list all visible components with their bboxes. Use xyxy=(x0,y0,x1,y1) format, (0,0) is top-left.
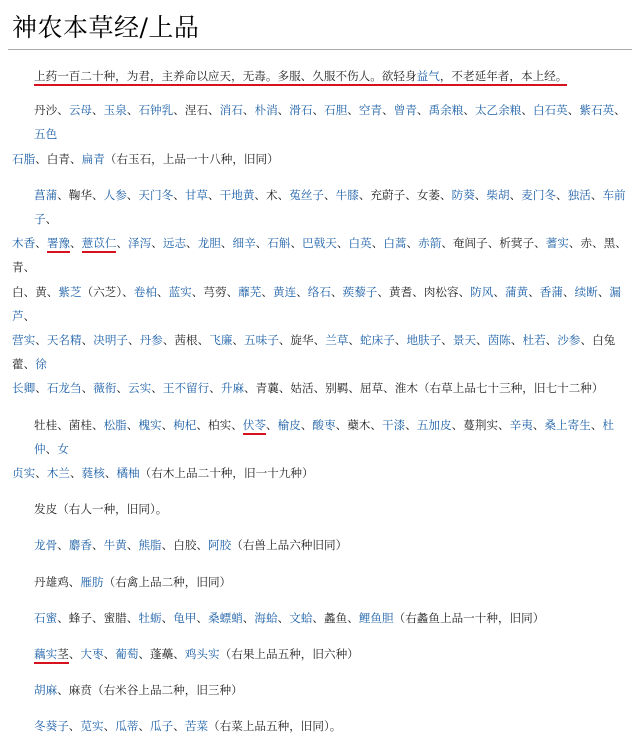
herb-link[interactable]: 木香 xyxy=(12,236,36,251)
plain-text: 、充蔚子、女萎、 xyxy=(358,187,452,202)
plain-text: 、 xyxy=(614,103,626,118)
text-line xyxy=(12,376,634,400)
herb-link[interactable]: 菖蒲 xyxy=(34,187,58,202)
plain-text: 、 xyxy=(597,284,610,299)
plain-text: 丹雄鸡 xyxy=(34,574,69,589)
plain-text: （右兽上品六种旧同） xyxy=(231,538,348,553)
herb-link[interactable]: 茵陈 xyxy=(487,333,511,348)
herb-link[interactable]: 蘼芜 xyxy=(238,284,262,299)
herb-link[interactable]: 柴胡 xyxy=(486,187,510,202)
herb-link[interactable]: 独活 xyxy=(567,187,591,202)
herb-link[interactable]: 瓜子 xyxy=(150,719,174,734)
plain-text: 、 xyxy=(474,187,487,202)
herb-link[interactable]: 牛黄 xyxy=(103,538,127,553)
herb-link[interactable]: 龙胆 xyxy=(197,236,221,251)
herb-link[interactable]: 人参 xyxy=(103,187,127,202)
herb-link[interactable]: 雁肪 xyxy=(80,574,104,589)
herb-link[interactable]: 杜若 xyxy=(522,333,546,348)
intro-text-part1: 上药一百二十种，为君，主养命以应天，无毒。多服、久服不伤人。欲轻身 xyxy=(34,69,417,83)
herb-link[interactable]: 黄连 xyxy=(272,284,297,299)
plain-text: 、 xyxy=(208,103,220,118)
intro-underlined-sentence xyxy=(34,69,567,86)
plain-text: 、麻贲（右米谷上品二种，旧三种） xyxy=(57,683,243,698)
herb-link[interactable]: 贞实 xyxy=(12,466,36,481)
herb-paragraph xyxy=(34,606,634,630)
herb-link[interactable]: 甘草 xyxy=(184,187,209,202)
plain-text: 、 xyxy=(476,333,488,348)
plain-text: 、蔓荆实、 xyxy=(451,417,510,432)
plain-text: 、蜂子、蜜腊、 xyxy=(57,610,139,625)
herb-link[interactable]: 卷柏 xyxy=(133,284,157,299)
plain-text: 、白青、 xyxy=(35,151,82,166)
herb-link[interactable]: 薏苡仁 xyxy=(82,236,117,253)
plain-text: 、 xyxy=(521,103,533,118)
plain-text: （六芝）、 xyxy=(81,284,134,299)
plain-text: 、 xyxy=(81,333,94,348)
herb-link[interactable]: 辛夷 xyxy=(509,417,533,432)
plain-text: 、 xyxy=(126,103,139,118)
plain-text: 、 xyxy=(563,284,575,299)
herb-link[interactable]: 苦菜 xyxy=(184,719,209,734)
plain-text: 、 xyxy=(590,187,603,202)
plain-text: 、 xyxy=(126,538,139,553)
plain-text: 、 xyxy=(57,538,69,553)
herb-link[interactable]: 橘柚 xyxy=(116,466,140,481)
plain-text: 、 xyxy=(394,333,407,348)
plain-text: 、 xyxy=(336,236,349,251)
plain-text: 、 xyxy=(186,236,198,251)
plain-text: 、 xyxy=(68,647,81,662)
herb-link[interactable]: 防葵 xyxy=(451,187,475,202)
plain-text: 、 xyxy=(261,284,273,299)
herb-link[interactable]: 王不留行 xyxy=(162,381,210,396)
herb-link[interactable]: 玉泉 xyxy=(103,103,127,118)
text-line xyxy=(34,678,634,702)
herb-link[interactable]: 景天 xyxy=(452,333,477,348)
herb-link[interactable]: 朴消 xyxy=(254,103,278,118)
plain-text: 、 xyxy=(23,308,36,323)
plain-text: 、 xyxy=(70,466,82,481)
text-line xyxy=(34,714,634,738)
text-line xyxy=(34,98,634,146)
herb-link[interactable]: 决明子 xyxy=(93,333,129,348)
herb-link[interactable]: 空青 xyxy=(358,103,383,118)
herb-link[interactable]: 巴戟天 xyxy=(302,236,337,251)
intro-paragraph xyxy=(34,64,634,88)
plain-text: 、 xyxy=(209,381,221,396)
herb-link[interactable]: 细辛 xyxy=(232,236,256,251)
plain-text: 、 xyxy=(347,103,359,118)
plain-text: 、 xyxy=(290,236,303,251)
herb-link[interactable]: 云母 xyxy=(68,103,93,118)
herb-link[interactable]: 冬葵子 xyxy=(34,719,69,734)
herb-paragraph xyxy=(34,533,634,557)
plain-text: 、 xyxy=(382,103,394,118)
plain-text: 、 xyxy=(161,610,174,625)
plain-text: （右禽上品二种，旧同） xyxy=(103,574,232,589)
herb-sections xyxy=(12,98,634,738)
plain-text: 、 xyxy=(116,236,129,251)
plain-text: 、 xyxy=(68,719,81,734)
herb-link[interactable]: 胡麻 xyxy=(34,683,58,698)
herb-link[interactable]: 女 xyxy=(57,441,69,456)
herb-link[interactable]: 天门冬 xyxy=(138,187,174,202)
herb-link[interactable]: 五色 xyxy=(34,127,58,142)
herb-link[interactable]: 续断 xyxy=(574,284,598,299)
plain-text: 、 xyxy=(70,236,82,251)
plain-text: 、蓬蘽、 xyxy=(138,647,185,662)
plain-text: 、 xyxy=(173,719,185,734)
herb-link[interactable]: 署豫 xyxy=(47,236,70,253)
plain-text: 、 xyxy=(161,417,174,432)
herb-link[interactable]: 石龙刍 xyxy=(46,381,82,396)
plain-text: 、 xyxy=(35,333,47,348)
herb-link[interactable]: 阿胶 xyxy=(208,538,232,553)
plain-text: 涅石 xyxy=(184,103,209,118)
plain-text: 、 xyxy=(35,466,47,481)
herb-link[interactable]: 络石 xyxy=(307,284,331,299)
herb-link[interactable]: 车前子 xyxy=(34,187,626,227)
plain-text: 、蠡鱼、 xyxy=(312,610,359,625)
text-line xyxy=(34,533,634,557)
plain-text: 白、黄、 xyxy=(12,284,59,299)
herb-link[interactable]: 升麻 xyxy=(220,381,245,396)
plain-text: 、 xyxy=(156,284,169,299)
herb-link[interactable]: 泽泻 xyxy=(128,236,152,251)
page-title: 神农本草经/上品 xyxy=(12,13,200,42)
title-divider xyxy=(8,49,632,50)
plain-text: 、芎䓖、 xyxy=(191,284,239,299)
herb-link[interactable]: 太乙余粮 xyxy=(474,103,522,118)
herb-link[interactable]: 石胆 xyxy=(324,103,348,118)
plain-text: （右果上品五种，旧六种） xyxy=(219,647,359,662)
herb-paragraph xyxy=(34,714,634,738)
herb-link[interactable]: 龟甲 xyxy=(173,610,197,625)
plain-text: 牡桂、菌桂、 xyxy=(34,417,104,432)
herb-link[interactable]: 干地黄 xyxy=(219,187,255,202)
plain-text: 、 xyxy=(220,236,233,251)
plain-text: 、 xyxy=(196,610,208,625)
herb-link[interactable]: 香蒲 xyxy=(539,284,563,299)
plain-text: 、 xyxy=(532,417,545,432)
herb-link[interactable]: 石斛 xyxy=(267,236,291,251)
plain-text: 、 xyxy=(266,417,278,432)
herb-link[interactable]: 杜仲 xyxy=(34,417,615,456)
plain-text: 、 xyxy=(324,187,336,202)
herb-link[interactable]: 苋实 xyxy=(80,719,104,734)
plain-text: 、白胶、 xyxy=(161,538,209,553)
herb-link[interactable]: 白蒿 xyxy=(383,236,407,251)
plain-text: 、 xyxy=(255,236,268,251)
plain-text: （右木上品二十种，旧一十九种） xyxy=(139,466,314,481)
herb-link[interactable]: 海蛤 xyxy=(254,610,278,625)
text-line xyxy=(12,461,634,485)
plain-text: 、旋华、 xyxy=(278,333,326,348)
herb-paragraph xyxy=(34,642,634,666)
text-line xyxy=(12,147,634,171)
plain-text: 、 xyxy=(173,103,185,118)
herb-link[interactable]: 鲤鱼胆 xyxy=(358,610,394,625)
herb-link[interactable]: 防风 xyxy=(470,284,494,299)
herb-link[interactable]: 消石 xyxy=(219,103,243,118)
plain-text: 、 xyxy=(45,441,58,456)
plain-text: 、 xyxy=(138,719,151,734)
plain-text: 、 xyxy=(104,466,117,481)
herb-paragraph xyxy=(12,413,634,486)
plain-text: 、 xyxy=(35,236,47,251)
plain-text: 、奄闾子、析蓂子、 xyxy=(441,236,546,251)
plain-text: 、术、 xyxy=(254,187,290,202)
plain-text: 发皮（右人一种，旧同）。 xyxy=(34,502,168,517)
herb-link[interactable]: 鸡头实 xyxy=(184,647,220,662)
herb-link[interactable]: 薇衔 xyxy=(93,381,117,396)
herb-link[interactable]: 文蛤 xyxy=(289,610,313,625)
herb-link[interactable]: 长卿 xyxy=(12,381,36,396)
herb-link[interactable]: 榆皮 xyxy=(277,417,301,432)
herb-link[interactable]: 白英 xyxy=(348,236,372,251)
text-line xyxy=(12,231,634,279)
herb-link[interactable]: 蒺藜子 xyxy=(342,284,378,299)
plain-text: 、 xyxy=(45,212,58,227)
herb-link[interactable]: 紫芝 xyxy=(58,284,82,299)
herb-link[interactable]: 石蜜 xyxy=(34,610,58,625)
plain-text: 、 xyxy=(81,381,94,396)
plain-text: 、 xyxy=(556,187,568,202)
plain-text: 丹沙 xyxy=(34,103,58,118)
herb-link[interactable]: 麦门冬 xyxy=(521,187,557,202)
herb-link[interactable]: 石脂 xyxy=(12,151,36,166)
herb-link[interactable]: 蓝实 xyxy=(168,284,192,299)
plain-text: 、 xyxy=(300,417,313,432)
herb-link[interactable]: 龙骨 xyxy=(34,538,58,553)
plain-text: 茎 xyxy=(57,647,69,664)
herb-link[interactable]: 地肤子 xyxy=(406,333,442,348)
herb-link[interactable]: 兰草 xyxy=(325,333,349,348)
herb-link[interactable]: 瓜蒂 xyxy=(115,719,139,734)
plain-text: 、 xyxy=(92,103,104,118)
herb-link[interactable]: 干漆 xyxy=(382,417,406,432)
plain-text: 、 xyxy=(348,333,361,348)
plain-text: （右菜上品五种，旧同）。 xyxy=(208,719,342,734)
plain-text: 、 xyxy=(441,333,453,348)
herb-link[interactable]: 飞廉 xyxy=(209,333,233,348)
herb-link[interactable]: 藕实 xyxy=(34,647,57,664)
herb-link[interactable]: 白石英 xyxy=(532,103,568,118)
herb-link[interactable]: 赤箭 xyxy=(418,236,442,251)
herb-link[interactable]: 五味子 xyxy=(244,333,279,348)
plain-text: 、白兔藿、 xyxy=(12,333,616,372)
herb-link[interactable]: 麝香 xyxy=(68,538,93,553)
plain-text: 、青蘘、姑活、别羁、屈草、淮木（右草上品七十三种，旧七十二种） xyxy=(244,381,604,396)
herb-link[interactable]: 沙参 xyxy=(557,333,581,348)
herb-link[interactable]: 槐实 xyxy=(138,417,162,432)
plain-text: 、 xyxy=(510,333,523,348)
herb-link[interactable]: 木兰 xyxy=(46,466,71,481)
plain-text: 、 xyxy=(405,417,417,432)
plain-text: 、 xyxy=(68,574,81,589)
text-line xyxy=(34,183,634,231)
plain-text: 、 xyxy=(312,103,325,118)
plain-text: 、柏实、 xyxy=(196,417,243,432)
herb-link[interactable]: 禹余粮 xyxy=(428,103,464,118)
herb-link[interactable]: 牡蛎 xyxy=(138,610,162,625)
plain-text: 、 xyxy=(371,236,384,251)
herb-link[interactable]: 菟丝子 xyxy=(289,187,325,202)
text-line xyxy=(34,606,634,630)
plain-text: 、 xyxy=(151,236,163,251)
plain-text: 、鞠华、 xyxy=(57,187,104,202)
plain-text: 、 xyxy=(35,381,47,396)
plain-text: 、 xyxy=(406,236,419,251)
plain-text: 、 xyxy=(296,284,308,299)
text-line xyxy=(12,280,634,328)
text-line xyxy=(34,413,634,461)
plain-text: 、 xyxy=(57,103,69,118)
plain-text: 、茜根、 xyxy=(162,333,210,348)
text-line xyxy=(34,570,634,594)
herb-link[interactable]: 滑石 xyxy=(289,103,313,118)
herb-link[interactable]: 蓍实 xyxy=(545,236,569,251)
plain-text: 、 xyxy=(92,538,104,553)
herb-link[interactable]: 桑螵蛸 xyxy=(208,610,243,625)
plain-text: 、 xyxy=(128,333,140,348)
herb-link[interactable]: 伏苓 xyxy=(243,418,266,435)
herb-paragraph xyxy=(34,497,634,521)
plain-text: 、 xyxy=(242,610,255,625)
plain-text: 、 xyxy=(277,103,290,118)
plain-text: （右蠡鱼上品一十种，旧同） xyxy=(393,610,545,625)
herb-paragraph xyxy=(34,678,634,702)
intro-text-part2: ，不老延年者，本上经。 xyxy=(439,69,568,83)
text-line xyxy=(12,328,634,376)
herb-link[interactable]: 漏芦 xyxy=(12,284,622,323)
plain-text: 、 xyxy=(242,103,255,118)
herb-link[interactable]: 酸枣 xyxy=(312,417,336,432)
herb-link[interactable]: 石钟乳 xyxy=(138,103,174,118)
herb-link[interactable]: 五加皮 xyxy=(416,417,452,432)
herb-link[interactable]: 枸杞 xyxy=(173,417,197,432)
plain-text: 、 xyxy=(493,284,505,299)
plain-text: 、 xyxy=(151,381,163,396)
herb-link[interactable]: 曾青 xyxy=(393,103,417,118)
plain-text: 、 xyxy=(567,103,580,118)
plain-text: 、 xyxy=(126,187,139,202)
herb-link[interactable]: 大枣 xyxy=(80,647,104,662)
plain-text: 、 xyxy=(232,333,245,348)
herb-link[interactable]: 葡萄 xyxy=(115,647,139,662)
plain-text: 、 xyxy=(463,103,475,118)
herb-link[interactable]: 紫石英 xyxy=(579,103,615,118)
plain-text: 、 xyxy=(545,333,558,348)
plain-text: 、 xyxy=(208,187,220,202)
herb-link[interactable]: 蛇床子 xyxy=(360,333,395,348)
herb-link[interactable]: 天名精 xyxy=(46,333,82,348)
herb-link[interactable]: 扁青 xyxy=(81,151,105,166)
text-line xyxy=(34,642,634,666)
plain-text: 、 xyxy=(509,187,522,202)
herb-link[interactable]: 丹参 xyxy=(139,333,163,348)
herb-link[interactable]: 蒲黄 xyxy=(504,284,529,299)
plain-text: （右玉石，上品一十八种，旧同） xyxy=(104,151,279,166)
herb-link[interactable]: 熊脂 xyxy=(138,538,162,553)
plain-text: 、赤、黑、青、 xyxy=(12,236,627,275)
plain-text: 、 xyxy=(590,417,603,432)
herb-link[interactable]: 徐 xyxy=(35,357,47,372)
intro-link-yiqi[interactable]: 益气 xyxy=(416,69,440,83)
herb-link[interactable]: 桑上寄生 xyxy=(544,417,591,432)
plain-text: 、 xyxy=(116,381,129,396)
plain-text: 、蘗木、 xyxy=(335,417,383,432)
herb-paragraph xyxy=(12,98,634,171)
herb-paragraph xyxy=(12,183,634,401)
plain-text: 、 xyxy=(528,284,540,299)
plain-text: 、 xyxy=(103,647,116,662)
herb-link[interactable]: 松脂 xyxy=(103,417,127,432)
plain-text: 、 xyxy=(126,417,139,432)
plain-text: 、 xyxy=(416,103,429,118)
plain-text: 、 xyxy=(331,284,343,299)
herb-link[interactable]: 蕤核 xyxy=(81,466,105,481)
plain-text: 、 xyxy=(173,187,185,202)
text-line xyxy=(34,497,634,521)
plain-text: 、黄耆、肉松容、 xyxy=(377,284,471,299)
herb-link[interactable]: 营实 xyxy=(12,333,36,348)
herb-link[interactable]: 牛膝 xyxy=(335,187,359,202)
plain-text: 、 xyxy=(103,719,116,734)
article-body xyxy=(12,64,634,739)
herb-link[interactable]: 云实 xyxy=(128,381,152,396)
plain-text: 、 xyxy=(277,610,290,625)
herb-link[interactable]: 远志 xyxy=(162,236,187,251)
herb-paragraph xyxy=(34,570,634,594)
